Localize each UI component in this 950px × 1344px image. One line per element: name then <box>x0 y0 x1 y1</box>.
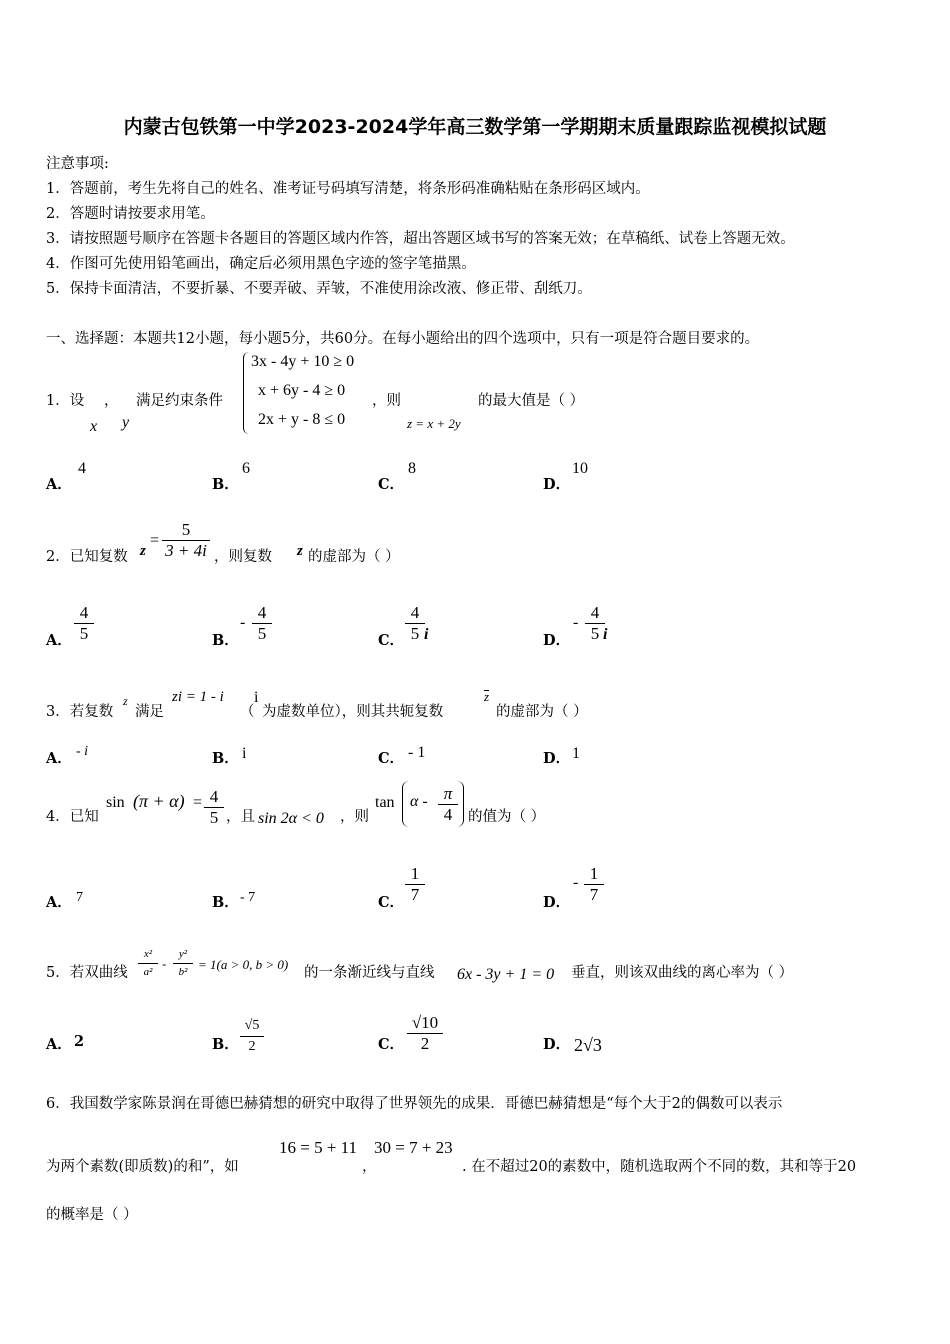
q3-option-b[interactable]: i <box>242 745 247 762</box>
q5-label-b: B． <box>212 1036 239 1053</box>
q4-d-den: 7 <box>589 885 599 904</box>
q2-b-den: 5 <box>257 624 267 643</box>
q3-paren2: 为虚数单位），则其共轭复数 <box>262 704 444 720</box>
q4-den: 5 <box>209 808 219 827</box>
q2-option-c[interactable] <box>405 603 425 644</box>
q1-label-d: D． <box>543 476 571 493</box>
q1-mid: 满足约束条件 <box>136 393 223 409</box>
q4-left-paren <box>402 781 409 827</box>
q5-line: 6x - 3y + 1 = 0 <box>457 966 555 983</box>
q2-prefix: 2．已知复数 <box>46 549 128 565</box>
q6-line1: 6．我国数学家陈景润在哥德巴赫猜想的研究中取得了世界领先的成果．哥德巴赫猜想是“每个大于2的偶数可以表示 <box>46 1096 783 1112</box>
section-heading: 一、选择题：本题共12小题，每小题5分，共60分。在每小题给出的四个选项中，只有一项是符合题目要求的。 <box>46 331 760 347</box>
q2-d-sign: - <box>573 614 579 631</box>
q5-condition: = 1(a > 0, b > 0) <box>198 957 289 972</box>
q3-label-b: B． <box>212 750 239 767</box>
q2-post2: 的虚部为（ ） <box>308 549 400 565</box>
q4-d-sign: - <box>573 874 579 891</box>
q4-tan-arg: α - <box>410 793 428 810</box>
q3-label-a: A． <box>46 750 72 767</box>
q1-label-a: A． <box>46 476 72 493</box>
q2-d-den: 5 <box>590 624 600 643</box>
q2-fraction <box>162 520 210 561</box>
q5-post: 垂直，则该双曲线的离心率为（ ） <box>571 965 794 981</box>
q3-post: 的虚部为（ ） <box>496 704 588 720</box>
q3-option-d[interactable]: 1 <box>572 745 580 762</box>
q1-option-d[interactable]: 10 <box>572 460 588 477</box>
q5-x2: x² <box>138 946 158 964</box>
note-item: 1．答题前，考生先将自己的姓名、准考证号码填写清楚，将条形码准确粘贴在条形码区域内。 <box>46 181 650 197</box>
q5-label-c: C． <box>378 1036 405 1053</box>
q2-option-b[interactable] <box>252 603 272 644</box>
note-item: 4．作图可先使用铅笔画出，确定后必须用黑色字迹的签字笔描黑。 <box>46 256 476 272</box>
q2-numerator: 5 <box>162 520 210 541</box>
q2-a-den: 5 <box>79 624 89 643</box>
q2-label-b: B． <box>212 632 239 649</box>
q4-option-a[interactable]: 7 <box>76 890 83 905</box>
q4-label-b: B． <box>212 894 239 911</box>
q2-c-imag: i <box>424 626 429 643</box>
q1-var-y: y <box>122 414 130 431</box>
q4-num: 4 <box>204 787 224 808</box>
q4-c-den: 7 <box>410 885 420 904</box>
q3-mid: 满足 <box>135 704 164 720</box>
q1-constraint-1: 3x - 4y + 10 ≥ 0 <box>251 353 355 370</box>
q3-label-d: D． <box>543 750 571 767</box>
q6-eq2: 30 = 7 + 23 <box>374 1138 453 1157</box>
q2-label-a: A． <box>46 632 72 649</box>
q4-label-a: A． <box>46 894 72 911</box>
q4-arg: (π + α) <box>133 791 185 811</box>
q4-equals: = <box>193 794 203 811</box>
q2-var-z2: z <box>297 543 303 559</box>
q2-label-c: C． <box>378 632 405 649</box>
q4-label-d: D． <box>543 894 571 911</box>
q1-constraint-3: 2x + y - 8 ≤ 0 <box>258 411 346 428</box>
q3-label-c: C． <box>378 750 405 767</box>
q2-var-z: z <box>140 543 146 559</box>
q5-prefix: 5．若双曲线 <box>46 965 128 981</box>
q2-post: ，则复数 <box>214 549 272 565</box>
q2-a-num: 4 <box>74 603 94 624</box>
q1-option-c[interactable]: 8 <box>408 460 416 477</box>
q2-b-num: 4 <box>252 603 272 624</box>
q3-equation: zi = 1 - i <box>172 689 224 705</box>
q2-d-num: 4 <box>585 603 605 624</box>
q4-prefix: 4．已知 <box>46 809 99 825</box>
q3-prefix: 3．若复数 <box>46 704 114 720</box>
note-item: 3．请按照题号顺序在答题卡各题目的答题区域内作答，超出答题区域书写的答案无效；在草稿纸、试卷上答题无效。 <box>46 231 795 247</box>
q1-var-x: x <box>90 418 98 435</box>
q4-post: 的值为（ ） <box>468 809 546 825</box>
q4-condition: sin 2α < 0 <box>258 810 324 827</box>
q5-option-d[interactable]: 2√3 <box>574 1035 602 1055</box>
q4-right-paren <box>457 781 464 827</box>
q4-tan: tan <box>375 794 395 811</box>
q6-sep: ， <box>362 1159 377 1175</box>
q6-line2-a: 为两个素数(即质数)的和”，如 <box>46 1159 239 1175</box>
q5-option-c[interactable] <box>407 1013 443 1054</box>
q2-c-num: 4 <box>405 603 425 624</box>
q2-d-imag: i <box>603 626 608 643</box>
q2-equals: = <box>150 532 160 549</box>
q2-denominator: 3 + 4i <box>165 541 207 560</box>
q2-c-den: 5 <box>410 624 420 643</box>
q5-a2: a² <box>143 966 153 978</box>
note-item: 2．答题时请按要求用笔。 <box>46 206 215 222</box>
q3-option-c[interactable]: - 1 <box>408 744 426 761</box>
q4-pi: π <box>438 784 458 805</box>
q4-option-d[interactable] <box>584 864 604 905</box>
q1-constraint-brace <box>243 352 250 434</box>
q6-eq1: 16 = 5 + 11 <box>279 1138 358 1157</box>
q4-pi-over-4 <box>438 784 458 825</box>
q1-comma: ， <box>104 393 119 409</box>
q1-constraint-2: x + 6y - 4 ≥ 0 <box>258 382 346 399</box>
q5-mid: 的一条渐近线与直线 <box>304 965 435 981</box>
q3-conjugate: z <box>484 689 490 704</box>
q1-option-a[interactable]: 4 <box>78 460 86 477</box>
q1-prefix: 1．设 <box>46 393 85 409</box>
q3-paren1: （ <box>240 704 255 720</box>
q5-b-den: 2 <box>248 1039 256 1054</box>
page-title: 内蒙古包铁第一中学2023-2024学年高三数学第一学期期末质量跟踪监视模拟试题 <box>123 116 827 138</box>
note-item: 5．保持卡面清洁，不要折暴、不要弄破、弄皱，不准使用涂改液、修正带、刮纸刀。 <box>46 281 592 297</box>
q4-option-b[interactable]: - 7 <box>240 890 256 905</box>
q4-four: 4 <box>443 805 453 824</box>
q1-then: ，则 <box>372 393 401 409</box>
q5-b-num: √5 <box>240 1016 264 1037</box>
q2-b-sign: - <box>240 614 246 631</box>
q5-y2: y² <box>173 946 193 964</box>
q4-and: ，且 <box>226 809 255 825</box>
q1-label-c: C． <box>378 476 405 493</box>
q6-line3: 的概率是（ ） <box>46 1207 138 1223</box>
q3-imag-unit: i <box>254 689 259 706</box>
q1-label-b: B． <box>212 476 239 493</box>
q5-label-d: D． <box>543 1036 571 1053</box>
q4-option-c[interactable] <box>405 864 425 905</box>
q2-option-a[interactable] <box>74 603 94 644</box>
q5-option-b[interactable] <box>240 1016 264 1057</box>
q1-objective: z = x + 2y <box>407 416 461 431</box>
q4-c-num: 1 <box>405 864 425 885</box>
q5-y-term <box>173 946 193 981</box>
q5-option-a[interactable]: 2 <box>74 1033 85 1050</box>
q5-label-a: A． <box>46 1036 72 1053</box>
q5-c-num: √10 <box>407 1013 443 1034</box>
q5-b2: b² <box>178 966 188 978</box>
notes-heading: 注意事项: <box>46 156 109 172</box>
q5-x-term <box>138 946 158 981</box>
q1-post: 的最大值是（ ） <box>478 393 585 409</box>
q5-c-den: 2 <box>420 1034 430 1053</box>
q4-sin: sin <box>106 794 125 811</box>
q4-then: ，则 <box>340 809 369 825</box>
q1-option-b[interactable]: 6 <box>242 460 250 477</box>
q2-option-d[interactable] <box>585 603 608 644</box>
q3-option-a[interactable]: - i <box>76 744 89 759</box>
q4-label-c: C． <box>378 894 405 911</box>
q3-var-z: z <box>123 694 128 708</box>
q4-fraction <box>204 787 224 828</box>
q2-label-d: D． <box>543 632 571 649</box>
q4-d-num: 1 <box>584 864 604 885</box>
q5-minus: - <box>162 956 167 971</box>
q6-line2-b: . 在不超过20的素数中，随机选取两个不同的数，其和等于20 <box>462 1159 857 1175</box>
